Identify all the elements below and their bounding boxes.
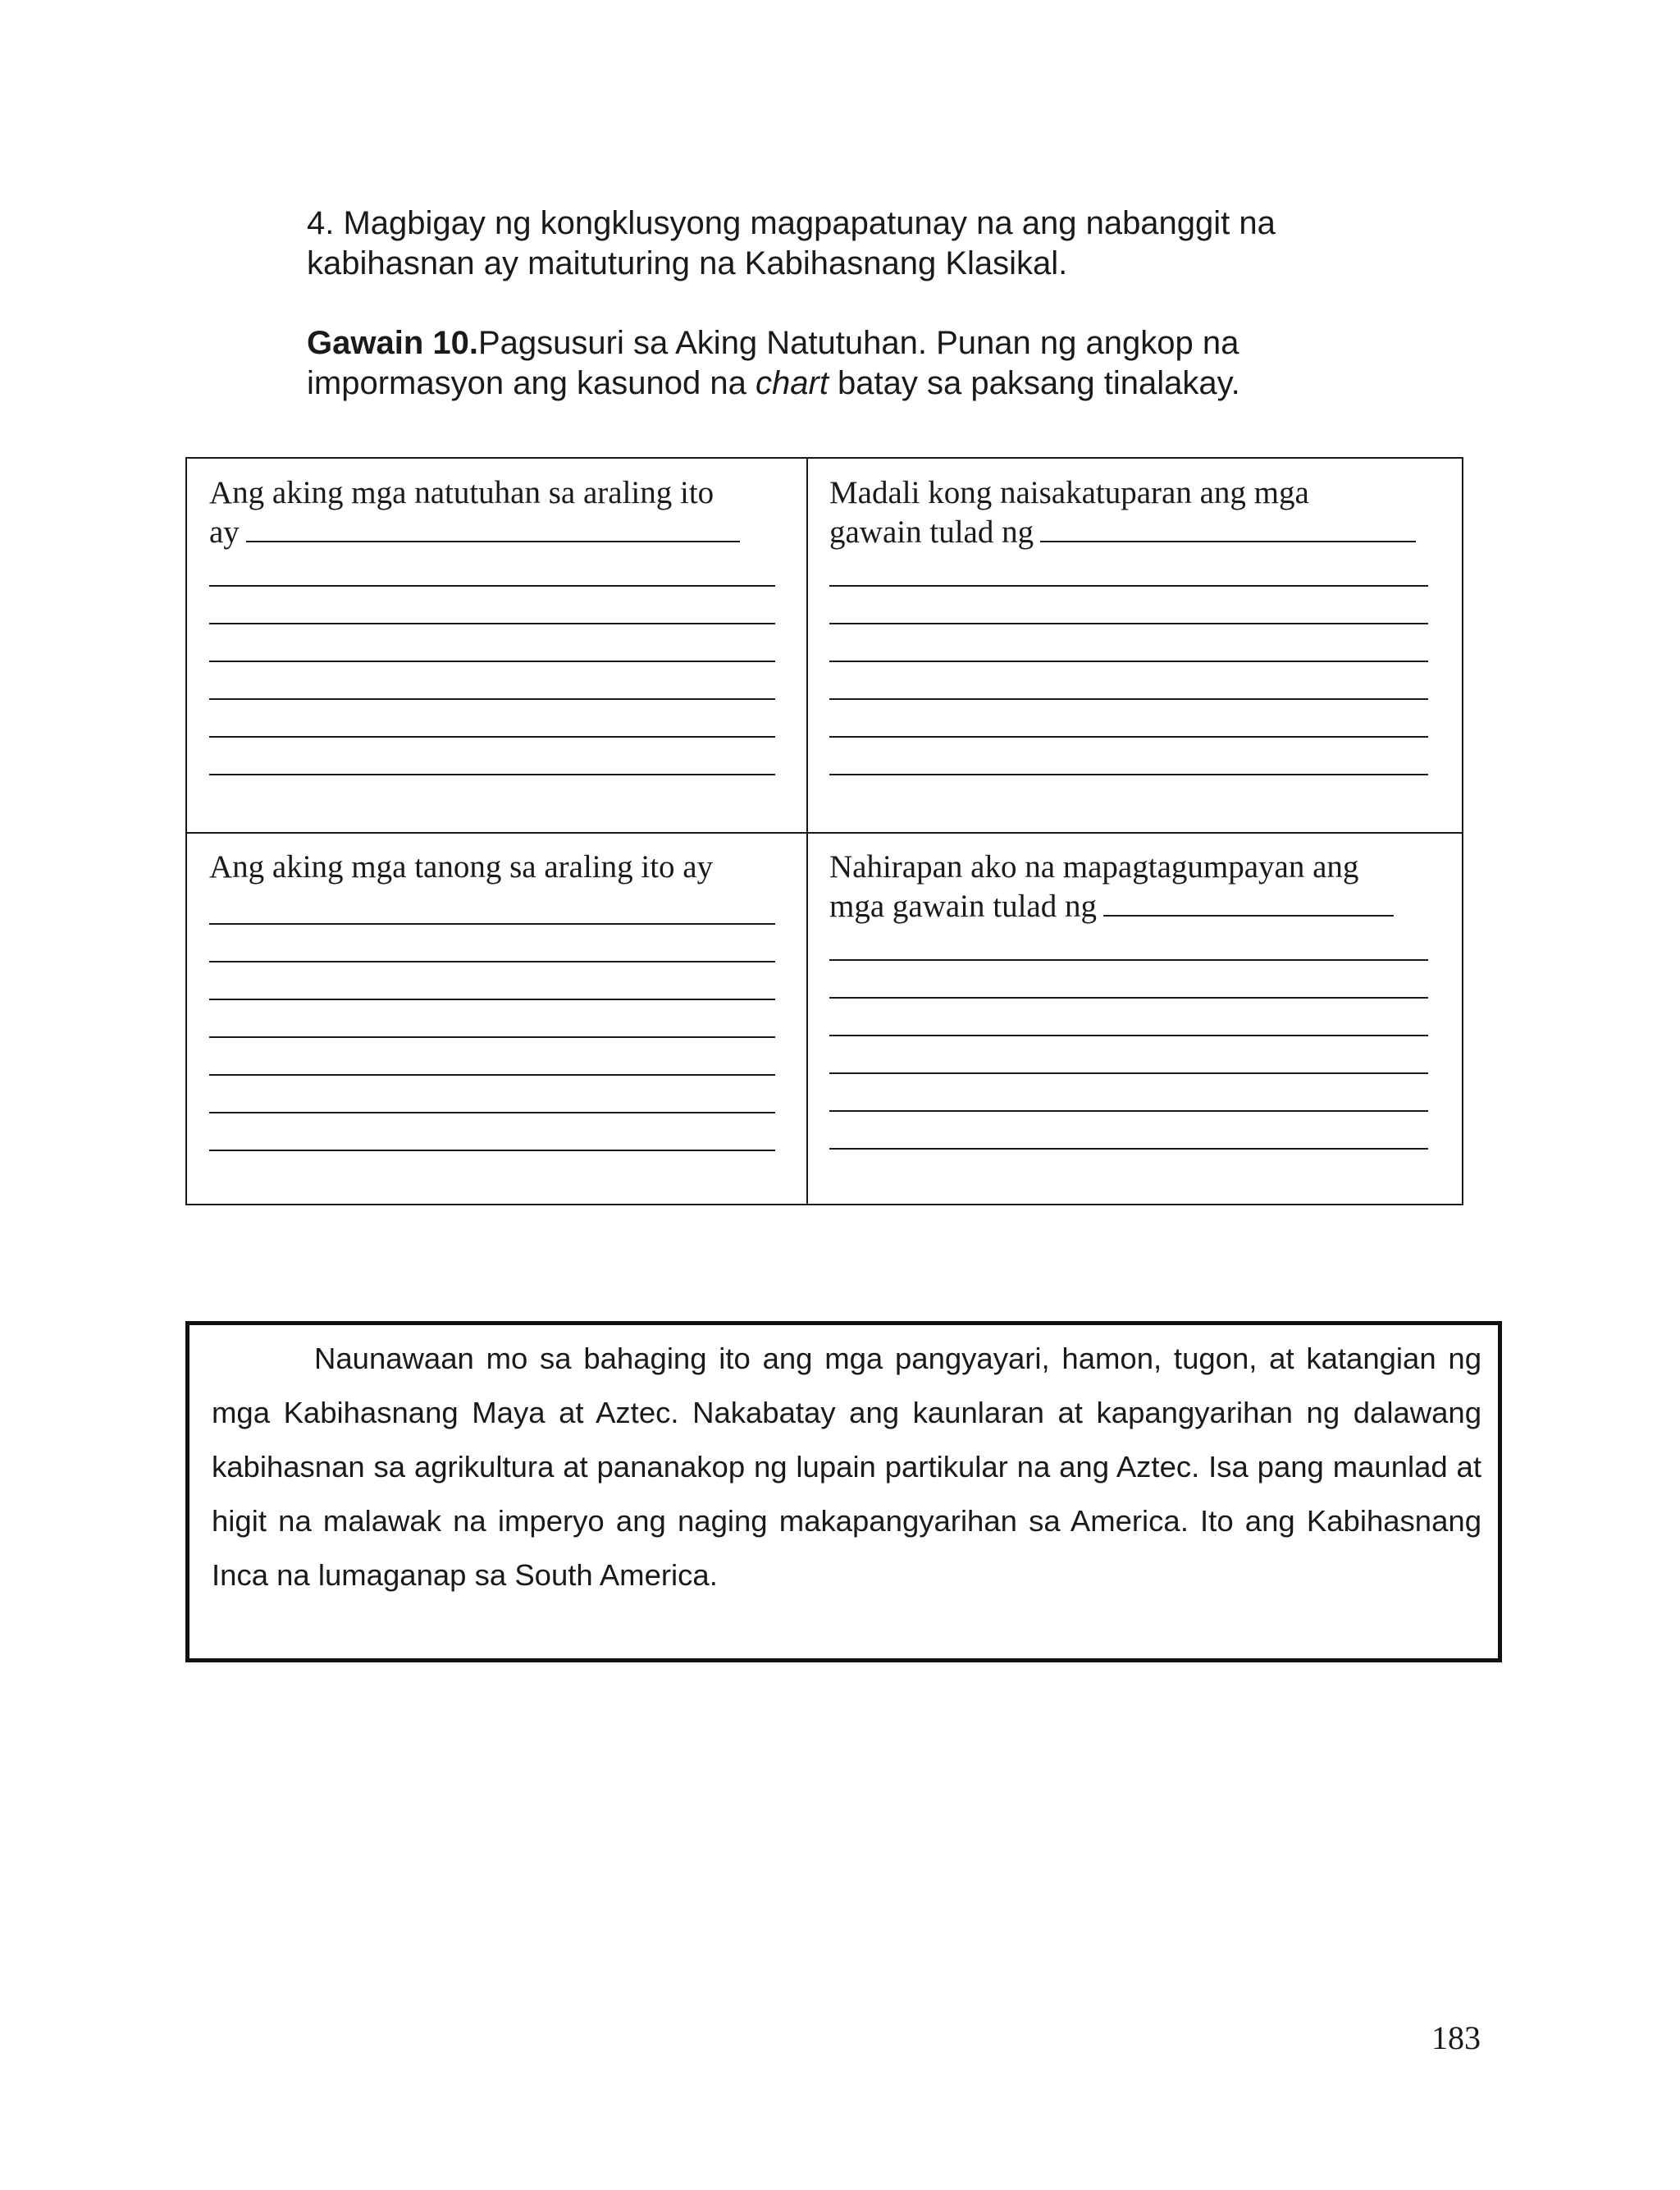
cell-tanong: [209, 848, 775, 1151]
answer-line[interactable]: [209, 662, 775, 700]
answer-line[interactable]: [829, 1112, 1428, 1150]
instructions-section: [307, 203, 1398, 404]
answer-line[interactable]: [829, 552, 1428, 587]
cell-natutuhan-prompt-2: [209, 513, 775, 552]
answer-line[interactable]: [209, 1113, 775, 1151]
gawain-line-2-italic: chart: [756, 365, 829, 401]
gawain-line-2-text-a: impormasyon ang kasunod na: [307, 365, 756, 401]
answer-line[interactable]: [209, 962, 775, 1000]
answer-line[interactable]: [829, 700, 1428, 738]
answer-line[interactable]: [209, 700, 775, 738]
reflection-chart: [185, 457, 1463, 1205]
answer-line[interactable]: [829, 624, 1428, 662]
cell-natutuhan-prompt-1: Ang aking mga natutuhan sa araling ito: [209, 475, 714, 510]
gawain-line-1: [307, 323, 1398, 363]
answer-line[interactable]: [209, 887, 775, 925]
answer-blank[interactable]: [1103, 910, 1394, 917]
answer-line[interactable]: [829, 926, 1428, 961]
cell-tanong-prompt-1: Ang aking mga tanong sa araling ito ay: [209, 849, 714, 885]
item-4-line-2: kabihasnan ay maituturing na Kabihasnang Klasikal.: [307, 245, 1068, 281]
answer-line[interactable]: [829, 1074, 1428, 1112]
chart-vertical-divider: [806, 459, 808, 1204]
cell-madali-prompt-2-text: gawain tulad ng: [829, 514, 1034, 550]
gawain-line-2: [307, 363, 1398, 404]
cell-madali-prompt-1: Madali kong naisakatuparan ang mga: [829, 475, 1309, 510]
cell-madali: [829, 473, 1428, 775]
answer-line[interactable]: [209, 1038, 775, 1076]
gawain-title: Gawain 10.: [307, 325, 478, 361]
answer-line[interactable]: [209, 738, 775, 775]
gawain-line-2-text-b: batay sa paksang tinalakay.: [828, 365, 1240, 401]
answer-line[interactable]: [829, 738, 1428, 775]
answer-line[interactable]: [829, 961, 1428, 999]
answer-line[interactable]: [209, 1076, 775, 1113]
cell-madali-prompt-2: [829, 513, 1428, 552]
answer-line[interactable]: [209, 1000, 775, 1038]
summary-box: [185, 1321, 1502, 1662]
answer-line[interactable]: [829, 587, 1428, 624]
answer-line[interactable]: [209, 552, 775, 587]
cell-natutuhan-prompt-2-text: ay: [209, 514, 240, 550]
cell-natutuhan: [209, 473, 775, 775]
answer-line[interactable]: [209, 587, 775, 624]
cell-nahirapan: [829, 848, 1428, 1150]
cell-nahirapan-prompt-2: [829, 887, 1428, 926]
answer-line[interactable]: [209, 925, 775, 962]
answer-line[interactable]: [209, 624, 775, 662]
answer-blank[interactable]: [1040, 536, 1416, 542]
answer-blank[interactable]: [246, 536, 740, 542]
cell-nahirapan-prompt-2-text: mga gawain tulad ng: [829, 889, 1097, 924]
answer-line[interactable]: [829, 999, 1428, 1036]
gawain-line-1-text: Pagsusuri sa Aking Natutuhan. Punan ng angkop na: [477, 325, 1239, 361]
summary-text: Naunawaan mo sa bahaging ito ang mga pangyayari, hamon, tugon, at katangian ng mga Kabihasnang Maya at Aztec. Nakabatay ang kaunlaran at kapangyarihan ng dalawang kabihasnan sa agrikultura at pananakop ng lupain partikular na ang Aztec. Isa pang maunlad at higit na malawak na imperyo ang naging makapangyarihan sa America. Ito ang Kabihasnang Inca na lumaganap sa South America.: [212, 1342, 1481, 1592]
item-4-line-1: 4. Magbigay ng kongklusyong magpapatunay na ang nabanggit na: [307, 205, 1276, 241]
answer-line[interactable]: [829, 1036, 1428, 1074]
answer-line[interactable]: [829, 662, 1428, 700]
page-number: 183: [1431, 2019, 1481, 2056]
chart-horizontal-divider: [187, 832, 1462, 834]
cell-nahirapan-prompt-1: Nahirapan ako na mapagtagumpayan ang: [829, 849, 1359, 885]
